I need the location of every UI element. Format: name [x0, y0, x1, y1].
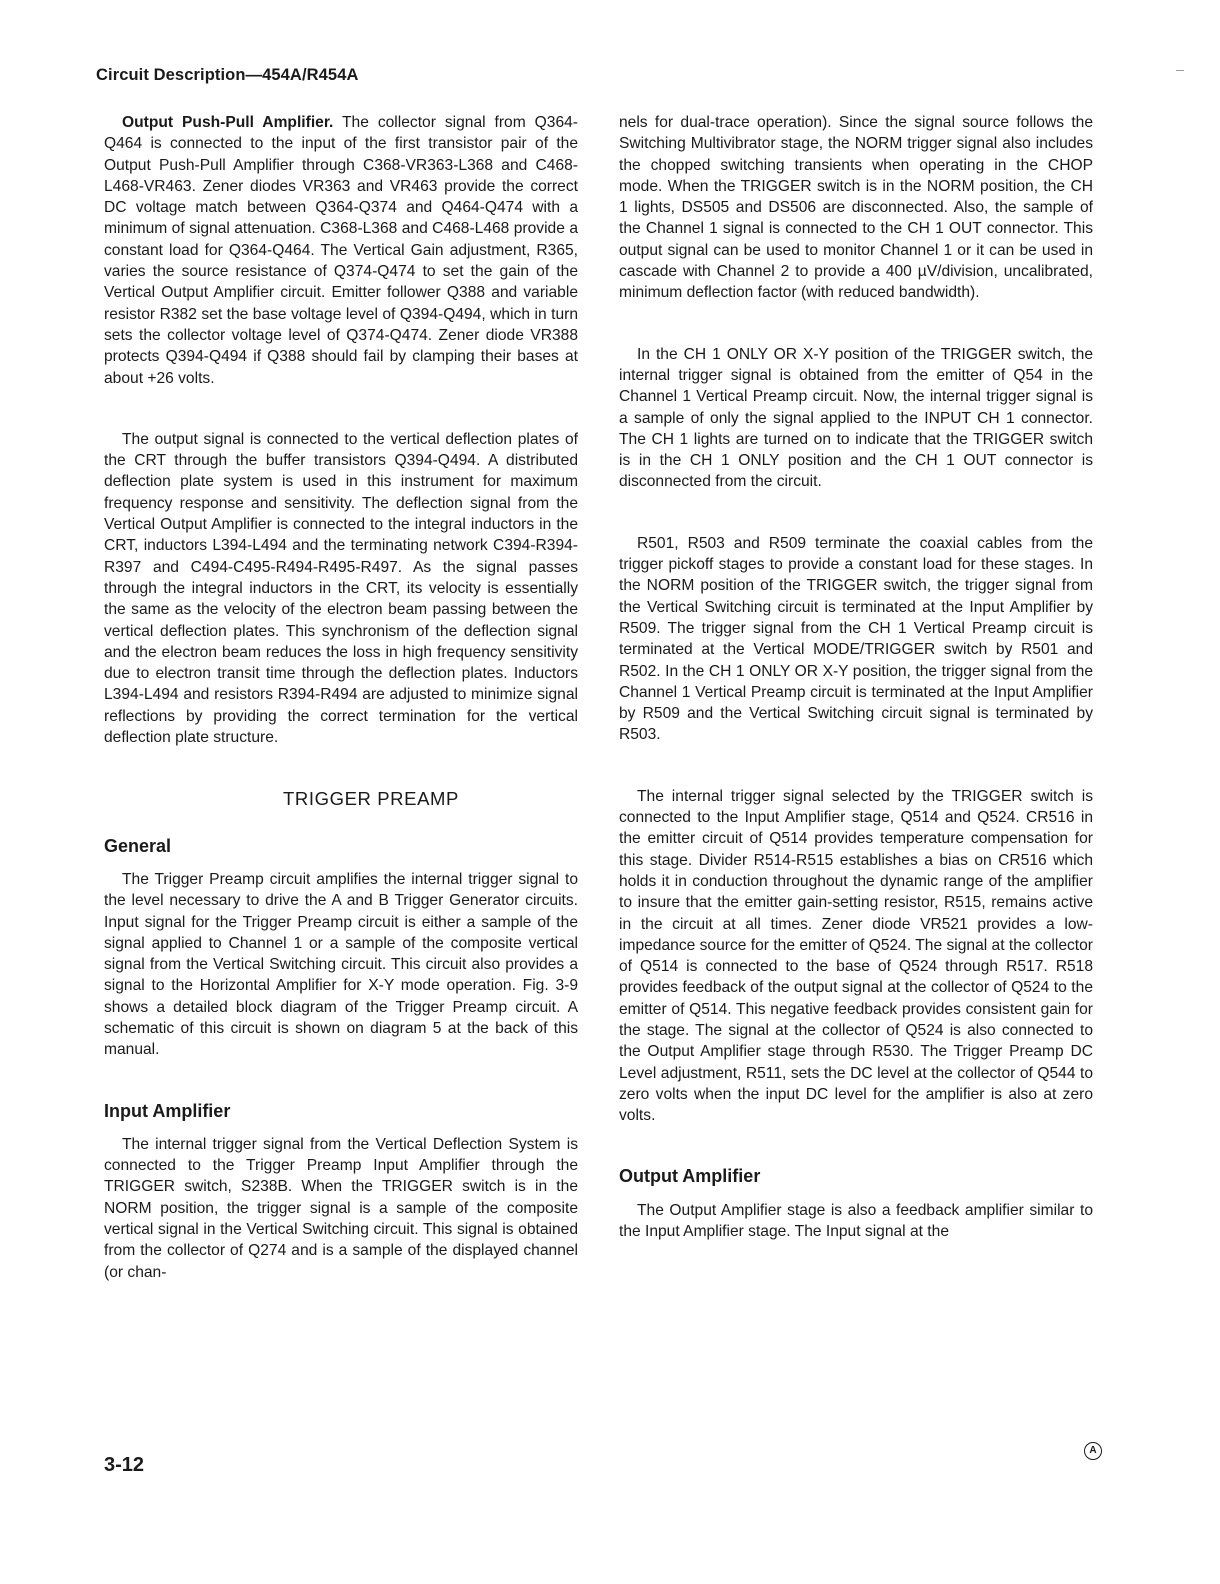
paragraph-output-signal: The output signal is connected to the vertical deflection plates of the CRT through the buffer transistors Q394-Q494. A distributed deflection plate system is used in this instrument for maximum frequency response and sensitivity. The deflection signal from the Vertical Output Amplifier is connected to the integral inductors in the CRT, inductors L394-L494 and the terminating network C394-R394-R397 and C494-C495-R494-R495-R497. As the signal passes through the integral inductors in the CRT, its velocity is essentially the same as the velocity of the electron beam passing between the vertical deflection plates. This synchronism of the deflection signal and the electron beam reduces the loss in high frequency sensitivity due to electron transit time through the deflection plates. Inductors L394-L494 and resistors R394-R494 are adjusted to minimize signal reflections by providing the correct termination for the vertical deflection plate structure.	[104, 430, 578, 747]
paragraph-terminations: R501, R503 and R509 terminate the coaxial cables from the trigger pickoff stages to provide a constant load for these stages. In the NORM position of the TRIGGER switch, the trigger signal from the Vertical Switching circuit is terminated at the Input Amplifier by R509. The trigger signal from the CH 1 Vertical Preamp circuit is terminated at the Vertical MODE/TRIGGER switch by R501 and R502. In the CH 1 ONLY OR X-Y position, the trigger signal from the Channel 1 Vertical Preamp circuit is terminated at the Input Amplifier by R509 and the Vertical Switching circuit signal is terminated by R503.	[619, 534, 1093, 744]
margin-mark	[1176, 70, 1184, 71]
page-number: 3-12	[104, 1454, 145, 1476]
paragraph-output-amplifier: The Output Amplifier stage is also a feedback amplifier similar to the Input Amplifier stage. The Input signal at the	[619, 1201, 1093, 1241]
left-column	[104, 112, 578, 1283]
revision-mark: A	[1084, 1442, 1102, 1460]
paragraph-body: The collector signal from Q364-Q464 is connected to the input of the first transistor pair of the Output Push-Pull Amplifier through C368-VR363-L368 and C468-L468-VR463. Zener diodes VR363 and VR463 provide the correct DC voltage match between Q364-Q374 and Q464-Q474 with a minimum of signal attenuation. C368-L368 and C468-L468 provide a constant load for Q364-Q464. The Vertical Gain adjustment, R365, varies the source resistance of Q374-Q474 to set the gain of the Vertical Output Amplifier circuit. Emitter follower Q388 and variable resistor R382 set the base voltage level of Q394-Q494, which in turn sets the collector voltage level of Q374-Q474. Zener diode VR388 protects Q394-Q494 if Q388 should fail by clamping their bases at about +26 volts.	[104, 114, 578, 387]
running-header: Circuit Description—454A/R454A	[96, 66, 359, 84]
paragraph-lead: Output Push-Pull Amplifier.	[122, 114, 334, 131]
subheading-general: General	[104, 835, 172, 856]
paragraph-input-stage: The internal trigger signal selected by the TRIGGER switch is connected to the Input Amplifier stage, Q514 and Q524. CR516 in the emitter circuit of Q514 provides temperature compensation for this stage. Divider R514-R515 establishes a bias on CR516 which holds it in conduction throughout the dynamic range of the amplifier to insure that the emitter gain-setting resistor, R515, remains active in the circuit at all times. Zener diode VR521 provides a low-impedance source for the emitter of Q524. The signal at the collector of Q514 is connected to the base of Q524 through R517. R518 provides feedback of the output signal at the collector of Q524 to the emitter of Q514. This negative feedback provides consistent gain for the stage. The signal at the collector of Q524 is also connected to the Output Amplifier stage through R530. The Trigger Preamp DC Level adjustment, R511, sets the DC level at the collector of Q544 to zero volts when the input DC level for the amplifier is also at zero volts.	[619, 787, 1093, 1125]
paragraph-output-push-pull	[104, 112, 578, 389]
subheading-input-amplifier: Input Amplifier	[104, 1100, 231, 1121]
right-column	[619, 112, 1093, 1242]
section-title: TRIGGER PREAMP	[283, 788, 459, 810]
paragraph-general: The Trigger Preamp circuit amplifies the internal trigger signal to the level necessary to drive the A and B Trigger Generator circuits. Input signal for the Trigger Preamp circuit is either a sample of the signal applied to Channel 1 or a sample of the composite vertical signal from the Vertical Switching circuit. This circuit also provides a signal to the Horizontal Amplifier for X-Y mode operation. Fig. 3-9 shows a detailed block diagram of the Trigger Preamp circuit. A schematic of this circuit is shown on diagram 5 at the back of this manual.	[104, 870, 578, 1059]
paragraph-continued: nels for dual-trace operation). Since the signal source follows the Switching Multivibrator stage, the NORM trigger signal also includes the chopped switching transients when operating in the CHOP mode. When the TRIGGER switch is in the NORM position, the CH 1 lights, DS505 and DS506 are disconnected. Also, the sample of the Channel 1 signal is connected to the CH 1 OUT connector. This output signal can be used to monitor Channel 1 or it can be used in cascade with Channel 2 to provide a 400 µV/division, uncalibrated, minimum deflection factor (with reduced bandwidth).	[619, 114, 1093, 302]
subheading-output-amplifier: Output Amplifier	[619, 1166, 761, 1187]
paragraph-ch1-only: In the CH 1 ONLY OR X-Y position of the TRIGGER switch, the internal trigger signal is obtained from the emitter of Q54 in the Channel 1 Vertical Preamp circuit. Now, the internal trigger signal is a sample of only the signal applied to the INPUT CH 1 connector. The CH 1 lights are turned on to indicate that the TRIGGER switch is in the CH 1 ONLY position and the CH 1 OUT connector is disconnected from the circuit.	[619, 345, 1093, 491]
paragraph-input-amplifier: The internal trigger signal from the Vertical Deflection System is connected to the Trigger Preamp Input Amplifier through the TRIGGER switch, S238B. When the TRIGGER switch is in the NORM position, the trigger signal is a sample of the composite vertical signal in the Vertical Switching circuit. This signal is obtained from the collector of Q274 and is a sample of the displayed channel (or chan-	[104, 1135, 578, 1281]
